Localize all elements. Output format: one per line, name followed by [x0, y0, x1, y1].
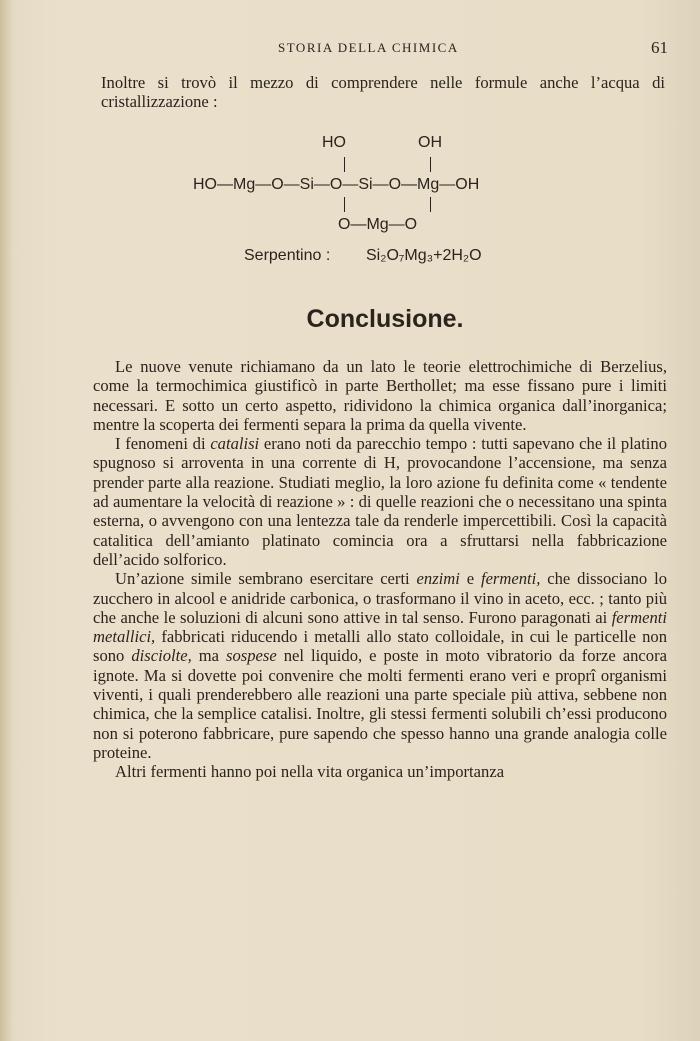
page-header: [100, 40, 670, 60]
conclusion-text: [93, 357, 667, 782]
intro-paragraph: Inoltre si trovò il mezzo di comprendere nelle formule anche l’acqua di cristallizzazione :: [101, 73, 665, 112]
text-run: ma: [191, 646, 227, 666]
bond-line: [430, 157, 431, 172]
paragraph: [93, 357, 667, 434]
formula-main-line: HO—Mg—O—Si—O—Si—O—Mg—OH: [193, 176, 480, 193]
text-run: Altri fermenti hanno poi nella vita organica un’importanza: [115, 762, 505, 782]
formula-equation: Si₂O₇Mg₃+2H₂O: [366, 247, 482, 264]
section-title: Conclusione.: [306, 305, 464, 333]
serpentine-formula: [0, 131, 700, 271]
text-run: che dissociano lo zucchero in alcool e anidride carbonica, o trasformano il vino in aceto, ecc. ; tanto più che anche le soluzioni di alcuni sono attive in tal senso. Furono paragonati ai: [93, 569, 667, 627]
italic-text: disciolte,: [131, 646, 192, 666]
page-number: 61: [651, 38, 668, 57]
italic-text: catalisi: [210, 434, 260, 454]
text-run: nel liquido, e poste in moto vibratorio da forze ancora ignote. Ma si dovette poi convenire che molti fermenti erano veri e proprî organismi viventi, i quali prenderebbero alle reazioni una parte speciale più attiva, sebbene non chimica, che la semplice catalisi. Inoltre, gli stessi fermenti solubili ch’essi producono non si poterono fabbricare, pure sapendo che spesso hanno una grande analogia colle proteine.: [93, 646, 667, 762]
bond-line: [430, 197, 431, 212]
paragraph: [93, 762, 667, 781]
paragraph: [93, 569, 667, 762]
bond-line: [344, 197, 345, 212]
bond-line: [344, 157, 345, 172]
text-run: erano noti da parecchio tempo : tutti sapevano che il platino spugnoso si arroventa in una corrente di H, provocandone l’accensione, ma senza prender parte alla reazione. Studiati meglio, la loro azione fu definita come « tendente ad aumentare la velocità di reazione » : di quelle reazioni che o necessitano una spinta esterna, o avvengono con una lentezza tale da renderle impercettibili. Così la capacità catalitica dell’amianto platinato comincia ora a sfruttarsi nella fabbricazione dell’acido solforico.: [93, 434, 667, 569]
text-run: I fenomeni di: [115, 434, 211, 454]
text-run: fabbricati riducendo i metalli allo stato colloidale, in cui le particelle non sono: [93, 627, 667, 666]
italic-text: sospese: [226, 646, 277, 666]
formula-bottom-line: O—Mg—O: [338, 216, 418, 233]
formula-name-label: Serpentino :: [244, 247, 331, 264]
paragraph: [93, 434, 667, 569]
italic-text: fermenti metallici,: [93, 607, 667, 647]
running-title: STORIA DELLA CHIMICA: [278, 40, 459, 55]
italic-text: enzimi: [416, 569, 460, 589]
italic-text: fermenti,: [480, 569, 541, 589]
formula-top-ho: HO: [322, 134, 346, 151]
text-run: Le nuove venute richiamano da un lato le teorie elettrochimiche di Berzelius, come la termochimica giustificò in parte Berthollet; ma esse fissano pure i limiti necessari. E sotto un certo aspetto, ridividono la chimica organica dall’inorganica; mentre la scoperta dei fermenti separa la prima da quella vivente.: [93, 357, 667, 434]
formula-top-oh: OH: [418, 134, 442, 151]
text-run: Un’azione simile sembrano esercitare certi: [115, 569, 417, 589]
text-run: e: [459, 569, 481, 589]
